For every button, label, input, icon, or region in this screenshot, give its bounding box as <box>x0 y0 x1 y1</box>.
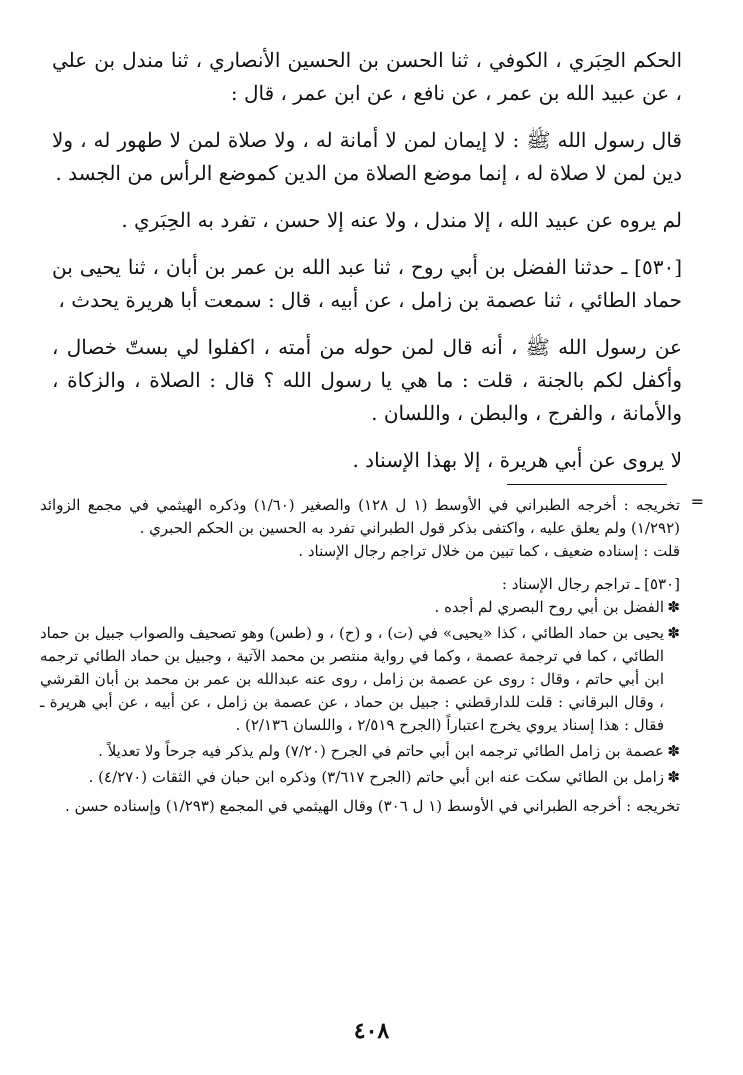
bullet-text: الفضل بن أبي روح البصري لم أجده . <box>434 598 664 616</box>
footnote-qult: قلت : إسناده ضعيف ، كما تبين من خلال تراجم رجال الإسناد . <box>298 542 680 560</box>
bullet-text: يحيى بن حماد الطائي ، كذا «يحيى» في (ت) ، و (ح) ، و (طس) وهو تصحيف والصواب جبيل بن حماد الطائي ، كما في ترجمة عصمة ، وكما في رواية منتصر بن محمد الآتية ، وجبيل بن حماد الطائي ترجمه ابن أبي حاتم ، وقال : روى عن عصمة بن زامل ، روى عنه عبدالله بن عمر بن محمد بن أبان القرشي ، وقال البرقاني : قلت للدارقطني : جبيل بن حماد ، عن عصمة بن زامل ، عن أبيه ، عن أبي هريرة ـ فقال : هذا إسناد يروي يخرج اعتباراً (الجرح ٢/٥١٩ ، واللسان ٢/١٣٦) . <box>40 624 664 734</box>
footnote-takhrij-1: تخريجه : أخرجه الطبراني في الأوسط (١ ل ١٢٨) والصغير (١/٦٠) وذكره الهيثمي في مجمع الزوائد (١/٢٩٢) ولم يعلق عليه ، واكتفى بذكر قول الطبراني تفرد به الحسين بن الحكم الحبري . <box>40 496 680 537</box>
tarajim-section <box>40 573 680 789</box>
paragraph-isnad-530: [٥٣٠] ـ حدثنا الفضل بن أبي روح ، ثنا عبد الله بن عمر بن أبان ، ثنا يحيى بن حماد الطائي ، ثنا عصمة بن زامل ، عن أبيه ، قال : سمعت أبا هريرة يحدث ، <box>52 255 682 312</box>
list-item <box>40 596 680 619</box>
list-item <box>40 766 680 789</box>
paragraph-isnad-1: الحكم الحِبَري ، الكوفي ، ثنا الحسن بن الحسين الأنصاري ، ثنا مندل بن علي ، عن عبيد الله بن عمر ، عن نافع ، عن ابن عمر ، قال : <box>52 48 682 105</box>
continuation-mark: = <box>690 492 704 511</box>
tarajim-heading: [٥٣٠] ـ تراجم رجال الإسناد : <box>501 575 680 593</box>
footnote-takhrij-2: تخريجه : أخرجه الطبراني في الأوسط (١ ل ٣٠٦) وقال الهيثمي في المجمع (١/٢٩٣) وإسناده حسن . <box>64 797 680 815</box>
star-bullet-icon: ✽ <box>667 598 680 616</box>
star-bullet-icon: ✽ <box>667 624 680 642</box>
main-text <box>52 44 682 491</box>
list-item <box>40 622 680 737</box>
paragraph-hadith-530: عن رسول الله ﷺ ، أنه قال لمن حوله من أمته ، اكفلوا لي بستّ خصال ، وأكفل لكم بالجنة ، قلت : ما هي يا رسول الله ؟ قال : الصلاة ، والزكاة ، والأمانة ، والفرج ، والبطن ، واللسان . <box>52 335 682 425</box>
list-item <box>40 740 680 763</box>
star-bullet-icon: ✽ <box>667 742 680 760</box>
footnotes <box>40 494 680 818</box>
paragraph-hadith-1: قال رسول الله ﷺ : لا إيمان لمن لا أمانة له ، ولا صلاة لمن لا طهور له ، ولا دين لمن لا صلاة له ، إنما موضع الصلاة من الدين كموضع الرأس من الجسد . <box>52 128 682 185</box>
bullet-text: عصمة بن زامل الطائي ترجمه ابن أبي حاتم في الجرح (٧/٢٠) ولم يذكر فيه جرحاً ولا تعديلاً . <box>98 742 664 760</box>
page-number: ٤٠٨ <box>353 1018 390 1044</box>
paragraph-comment-1: لم يروه عن عبيد الله ، إلا مندل ، ولا عنه إلا حسن ، تفرد به الحِبَري . <box>121 208 682 232</box>
paragraph-comment-530: لا يروى عن أبي هريرة ، إلا بهذا الإسناد . <box>352 448 682 472</box>
footnote-divider <box>507 484 667 485</box>
bullet-text: زامل بن الطائي سكت عنه ابن أبي حاتم (الجرح ٣/٦١٧) وذكره ابن حبان في الثقات (٤/٢٧٠) . <box>88 768 664 786</box>
star-bullet-icon: ✽ <box>667 768 680 786</box>
